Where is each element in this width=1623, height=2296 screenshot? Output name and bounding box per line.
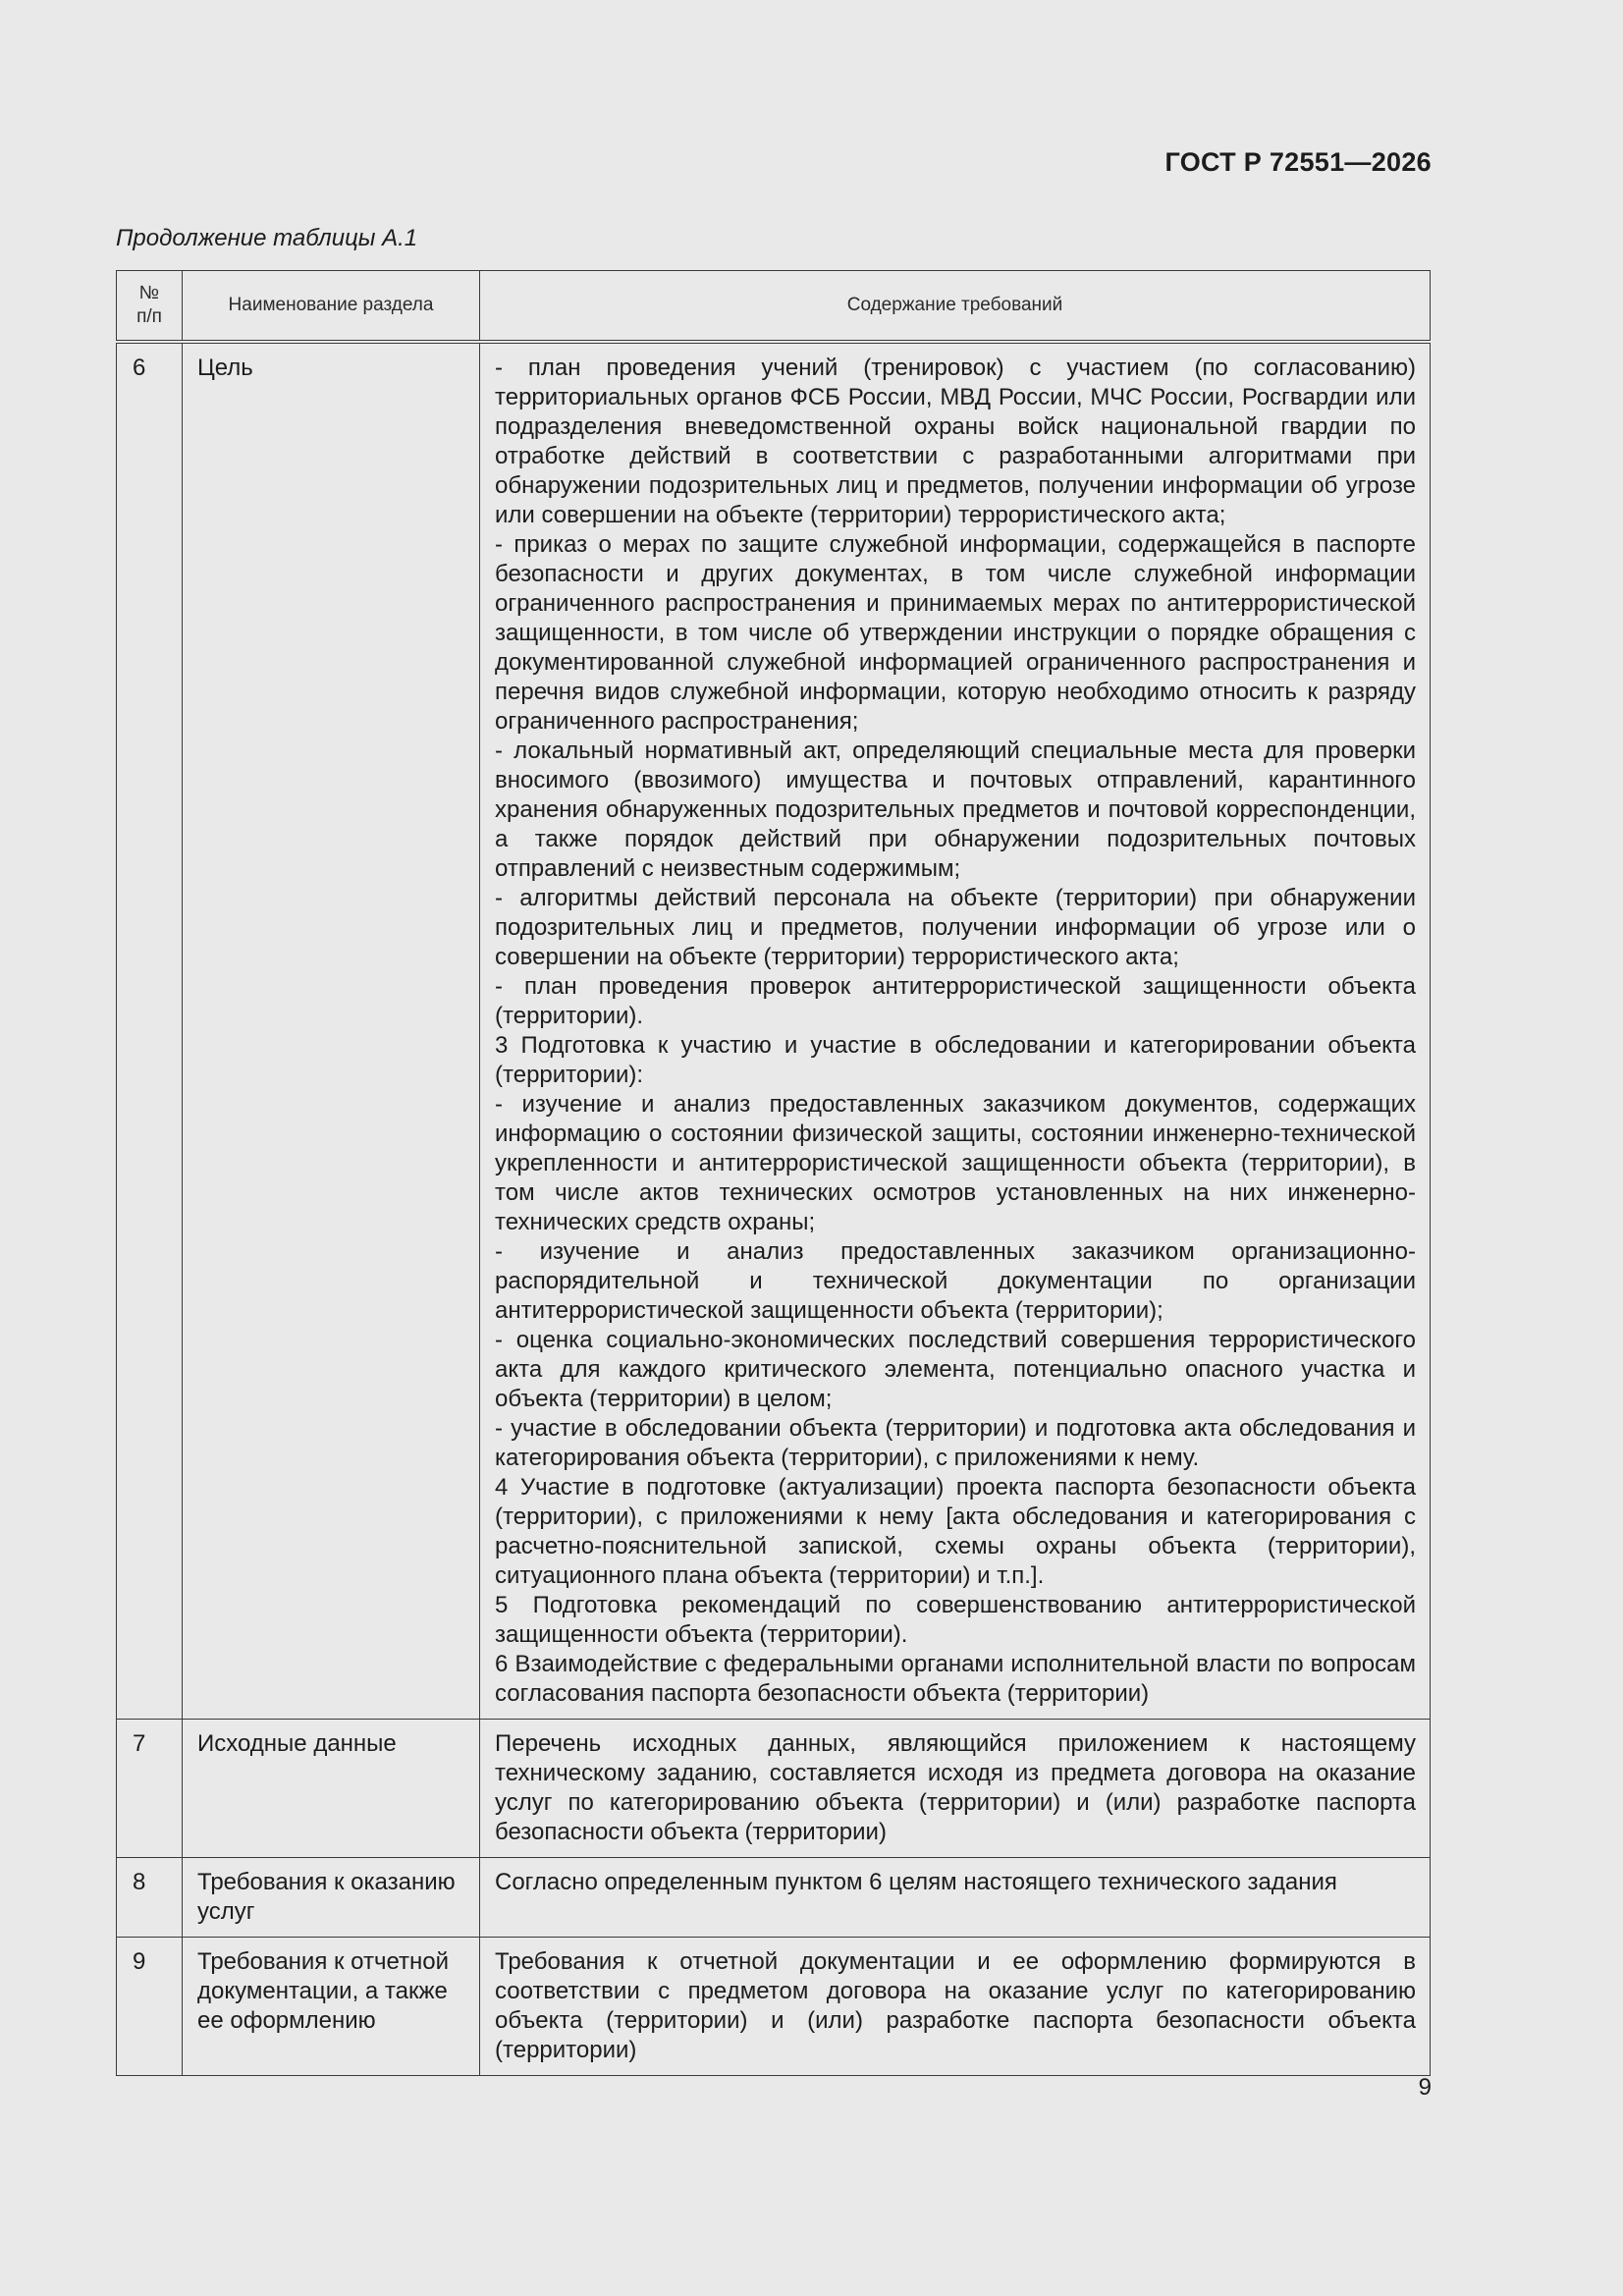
- column-header-content: [480, 271, 1431, 343]
- content-paragraph: - изучение и анализ предоставленных заказчиком документов, содержащих информацию о состоянии физической защиты, состоянии инженерно-технической укрепленности и антитеррористической защищенности объекта (территории), в том числе актов технических осмотров установленных на них инженерно-технических средств охраны;: [495, 1091, 1416, 1235]
- content-paragraph: 3 Подготовка к участию и участие в обследовании и категорировании объекта (территории):: [495, 1032, 1416, 1088]
- content-paragraph: - приказ о мерах по защите служебной информации, содержащейся в паспорте безопасности и других документах, в том числе служебной информации ограниченного распространения и принимаемых мерах по антитеррористической защищенности, в том числе об утверждении инструкции о порядке обращения с документированной служебной информацией ограниченного распространения и перечня видов служебной информации, которую необходимо относить к разряду ограниченного распространения;: [495, 531, 1416, 735]
- section-name: Исходные данные: [183, 1720, 480, 1858]
- section-name: Требования к отчетной документации, а также ее оформлению: [183, 1938, 480, 2076]
- content-paragraph: Перечень исходных данных, являющийся приложением к настоящему техническому заданию, составляется исходя из предмета договора на оказание услуг по категорированию объекта (территории) и (или) разработке паспорта безопасности объекта (территории): [495, 1730, 1416, 1845]
- row-number: 8: [117, 1858, 183, 1938]
- content-paragraph: - участие в обследовании объекта (территории) и подготовка акта обследования и категорирования объекта (территории), с приложениями к нему.: [495, 1415, 1416, 1471]
- document-number: ГОСТ Р 72551—2026: [1164, 147, 1432, 177]
- column-header-content-text: Содержание требований: [846, 295, 1063, 315]
- content-paragraph: - локальный нормативный акт, определяющий специальные места для проверки вносимого (ввозимого) имущества и почтовых отправлений, карантинного хранения обнаруженных подозрительных предметов и почтовой корреспонденции, а также порядок действий при обнаружении подозрительных почтовых отправлений с неизвестным содержимым;: [495, 738, 1416, 882]
- table-body: [117, 342, 1431, 2076]
- content-paragraph: Согласно определенным пунктом 6 целям настоящего технического задания: [495, 1869, 1337, 1895]
- column-header-number-text: № п/п: [136, 283, 162, 327]
- column-header-section-text: Наименование раздела: [228, 295, 434, 315]
- requirements-content: [480, 342, 1431, 1720]
- content-paragraph: 6 Взаимодействие с федеральными органами исполнительной власти по вопросам согласования паспорта безопасности объекта (территории): [495, 1651, 1416, 1707]
- content-paragraph: 4 Участие в подготовке (актуализации) проекта паспорта безопасности объекта (территории), с приложениями к нему [акта обследования и категорирования с расчетно-пояснительной запиской, схемы охраны объекта (территории), ситуационного плана объекта (территории) и т.п.].: [495, 1474, 1416, 1589]
- content-paragraph: - план проведения учений (тренировок) с участием (по согласованию) территориальных органов ФСБ России, МВД России, МЧС России, Росгвардии или подразделения вневедомственной охраны войск национальной гвардии по отработке действий в соответствии с разработанными алгоритмами при обнаружении подозрительных лиц и предметов, получении информации об угрозе или совершении на объекте (территории) террористического акта;: [495, 355, 1416, 528]
- table-header-row: [117, 271, 1431, 343]
- column-header-section: [183, 271, 480, 343]
- table-caption: Продолжение таблицы А.1: [116, 225, 418, 251]
- content-paragraph: 5 Подготовка рекомендаций по совершенствованию антитеррористической защищенности объекта (территории).: [495, 1592, 1416, 1648]
- section-name: Цель: [183, 342, 480, 1720]
- requirements-table: [116, 270, 1431, 2076]
- table-row: [117, 1938, 1431, 2076]
- content-paragraph: - изучение и анализ предоставленных заказчиком организационно-распорядительной и технической документации по организации антитеррористической защищенности объекта (территории);: [495, 1238, 1416, 1324]
- table-row: [117, 342, 1431, 1720]
- requirements-content: [480, 1720, 1431, 1858]
- table-row: [117, 1858, 1431, 1938]
- requirements-content: [480, 1858, 1431, 1938]
- table-row: [117, 1720, 1431, 1858]
- column-header-number: [117, 271, 183, 343]
- content-paragraph: Требования к отчетной документации и ее оформлению формируются в соответствии с предметом договора на оказание услуг по категорированию объекта (территории) и (или) разработке паспорта безопасности объекта (территории): [495, 1948, 1416, 2063]
- row-number: 9: [117, 1938, 183, 2076]
- content-paragraph: - алгоритмы действий персонала на объекте (территории) при обнаружении подозрительных лиц и предметов, получении информации об угрозе или о совершении на объекте (территории) террористического акта;: [495, 885, 1416, 970]
- requirements-content: [480, 1938, 1431, 2076]
- page-number: 9: [1418, 2074, 1432, 2101]
- section-name: Требования к оказанию услуг: [183, 1858, 480, 1938]
- row-number: 7: [117, 1720, 183, 1858]
- content-paragraph: - план проведения проверок антитеррористической защищенности объекта (территории).: [495, 973, 1416, 1029]
- content-paragraph: - оценка социально-экономических последствий совершения террористического акта для каждого критического элемента, потенциально опасного участка и объекта (территории) в целом;: [495, 1327, 1416, 1412]
- row-number: 6: [117, 342, 183, 1720]
